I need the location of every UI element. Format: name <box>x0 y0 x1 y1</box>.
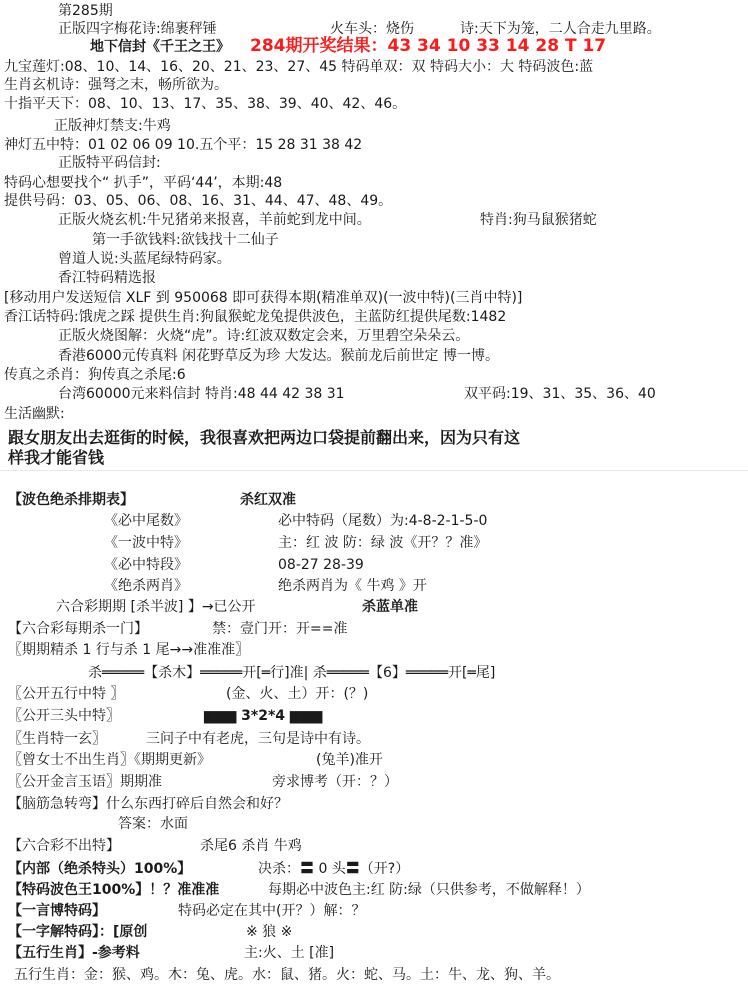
zodiac-poem: 生肖玄机诗：强弩之末，畅所欲为。 <box>4 77 228 93</box>
kill-line-tail: 〖期期精杀 1 行与杀 1 尾→→准准准〗 <box>8 642 250 658</box>
must-tail-value: 必中特码（尾数）为:4-8-2-1-5-0 <box>278 513 488 529</box>
five-element-label: 〖公开五行中特 〗 <box>8 686 125 702</box>
provided-numbers: 提供号码：03、05、06、08、16、31、44、47、48、49。 <box>4 193 393 209</box>
no-special-value: 杀尾6 杀肖 牛鸡 <box>200 838 302 854</box>
first-hand: 第一手欲钱料:欲钱找十二仙子 <box>92 232 279 248</box>
fire-mystery: 正版火烧玄机:牛兄猪弟来报喜，羊前蛇到龙中间。 <box>58 212 371 228</box>
section-divider <box>0 470 748 471</box>
inner-kill-label: 【内部（绝杀特头）100%】 <box>8 861 192 877</box>
sms-notice: [移动用户发送短信 XLF 到 950068 即可获得本期(精准单双)(一波中特)(三肖中特)] <box>4 290 523 306</box>
taoist-says: 曾道人说:头蓝尾绿特码家。 <box>58 251 231 267</box>
joke-line-2: 样我才能省钱 <box>8 448 105 467</box>
one-word-value: 特码必定在其中(开？）解：？ <box>178 903 366 919</box>
poem-line: 诗:天下为笼，二人合走九里路。 <box>460 21 661 37</box>
issue-number: 第285期 <box>58 3 113 19</box>
kill-one-door: 【六合彩每期杀一门】 <box>8 621 148 637</box>
taiwan-envelope: 台湾60000元来料信封 特肖:48 44 42 38 31 <box>58 386 345 402</box>
zodiac-riddle-value: 三问子中有老虎，三句是诗中有诗。 <box>146 731 370 747</box>
mrs-zeng-label: 〖曾女士不出生肖〗《期期更新》 <box>8 752 211 768</box>
special-zodiac: 特肖:狗马鼠猴猪蛇 <box>480 212 597 228</box>
lotus-numbers: 九宝莲灯:08、10、14、16、20、21、23、27、45 特码单双：双 特码大小：大 特码波色:蓝 <box>4 59 594 75</box>
three-head-label: 〖公开三头中特〗 <box>8 708 120 724</box>
humor-title: 生活幽默: <box>4 406 65 422</box>
plum-poem: 正版四字梅花诗:绵裹秤锤 <box>58 21 217 37</box>
brain-teaser: 【脑筋急转弯】什么东西打碎后自然会和好？ <box>8 796 288 812</box>
color-king-value: 每期必中波色主:红 防:绿（只供参考，不做解释！） <box>268 882 590 898</box>
hongkong-fax: 香港6000元传真料 闲花野草反为珍 大发达。猴前龙后前世定 博一博。 <box>58 348 499 364</box>
joke-line-1: 跟女朋友出去逛街的时候，我很喜欢把两边口袋提前翻出来，因为只有这 <box>8 428 521 447</box>
one-word-label: 【一言博特码】 <box>8 903 106 919</box>
no-special-label: 【六合彩不出特】 <box>8 838 120 854</box>
ban-door: 禁：壹门开：开==准 <box>212 621 348 637</box>
lamp-ban: 正版神灯禁支:牛鸡 <box>54 118 171 134</box>
lamp-five: 神灯五中特：01 02 06 09 10.五个平：15 28 31 38 42 <box>4 137 363 153</box>
ten-fingers: 十指平天下：08、10、13、17、35、38、39、40、42、46。 <box>4 96 407 112</box>
five-element-value: (金、火、土）开：(？) <box>226 686 369 702</box>
must-segment-label: 《必中特段》 <box>104 557 188 573</box>
xiangjiang-talk: 香江话特码:饿虎之踩 提供生肖:狗鼠猴蛇龙兔提供波色，主蓝防红提供尾数:1482 <box>4 309 507 325</box>
kill-two-label: 《绝杀两肖》 <box>104 578 188 594</box>
golden-words-value: 旁求博考（开：？） <box>272 774 398 790</box>
envelope-title: 地下信封《千王之王》 <box>90 39 230 55</box>
inner-kill-value: 决杀：〓 0 头〓（开?） <box>258 861 410 877</box>
train-head: 火车头：烧伤 <box>330 21 414 37</box>
xiangjiang-title: 香江特码精选报 <box>58 270 156 286</box>
three-head-value: ▆▆▆ 3*2*4 ▆▆▆ <box>204 708 323 724</box>
teaser-answer: 答案：水面 <box>118 816 188 832</box>
kill-red: 杀红双准 <box>240 492 296 508</box>
must-segment-value: 08-27 28-39 <box>278 557 364 573</box>
must-tail-label: 《必中尾数》 <box>104 513 188 529</box>
five-zodiac-list: 五行生肖：金：猴、鸡。木：兔、虎。水：鼠、猪。火：蛇、马。土：牛、龙、狗、羊。 <box>14 967 560 983</box>
five-zodiac-value: 主:火、土 [准] <box>244 945 335 961</box>
one-char-value: ※ 狼 ※ <box>246 924 293 940</box>
one-wave-value: 主：红 波 防：绿 波《开？？准》 <box>278 535 488 551</box>
kill-wood-row: 杀═════【杀木】═════开[═行]准| 杀═════【6】═════开[═尾] <box>88 665 496 681</box>
zodiac-riddle-label: 〖生肖特一玄〗 <box>8 731 106 747</box>
half-wave: 六合彩期期 [杀半波] 】→已公开 <box>56 599 256 615</box>
mrs-zeng-value: (兔羊)准开 <box>316 752 383 768</box>
one-char-label: 【一字解特码】：[原创 <box>8 924 148 940</box>
color-king-label: 【特码波色王100%】！？准准准 <box>8 882 220 898</box>
color-table-title: 【波色绝杀排期表】 <box>8 492 134 508</box>
golden-words-label: 〖公开金言玉语〗期期准 <box>8 774 162 790</box>
kill-two-value: 绝杀两肖为《 牛鸡 》开 <box>278 578 427 594</box>
flat-envelope: 正版特平码信封: <box>58 155 161 171</box>
kill-blue: 杀蓝单准 <box>362 599 418 615</box>
pickpocket-line: 特码心想要找个“ 扒手”，平码‘44’，本期:48 <box>4 175 283 191</box>
five-zodiac-label: 【五行生肖】-参考料 <box>8 945 140 961</box>
one-wave-label: 《一波中特》 <box>104 535 188 551</box>
fire-picture: 正版火烧图解：火烧“虎”。诗:红波双数定会来，万里碧空朵朵云。 <box>58 328 470 344</box>
draw-result: 284期开奖结果：43 34 10 33 14 28 T 17 <box>250 36 607 56</box>
fax-kill: 传真之杀肖：狗传真之杀尾:6 <box>4 367 186 383</box>
double-flat: 双平码:19、31、35、36、40 <box>464 386 656 402</box>
